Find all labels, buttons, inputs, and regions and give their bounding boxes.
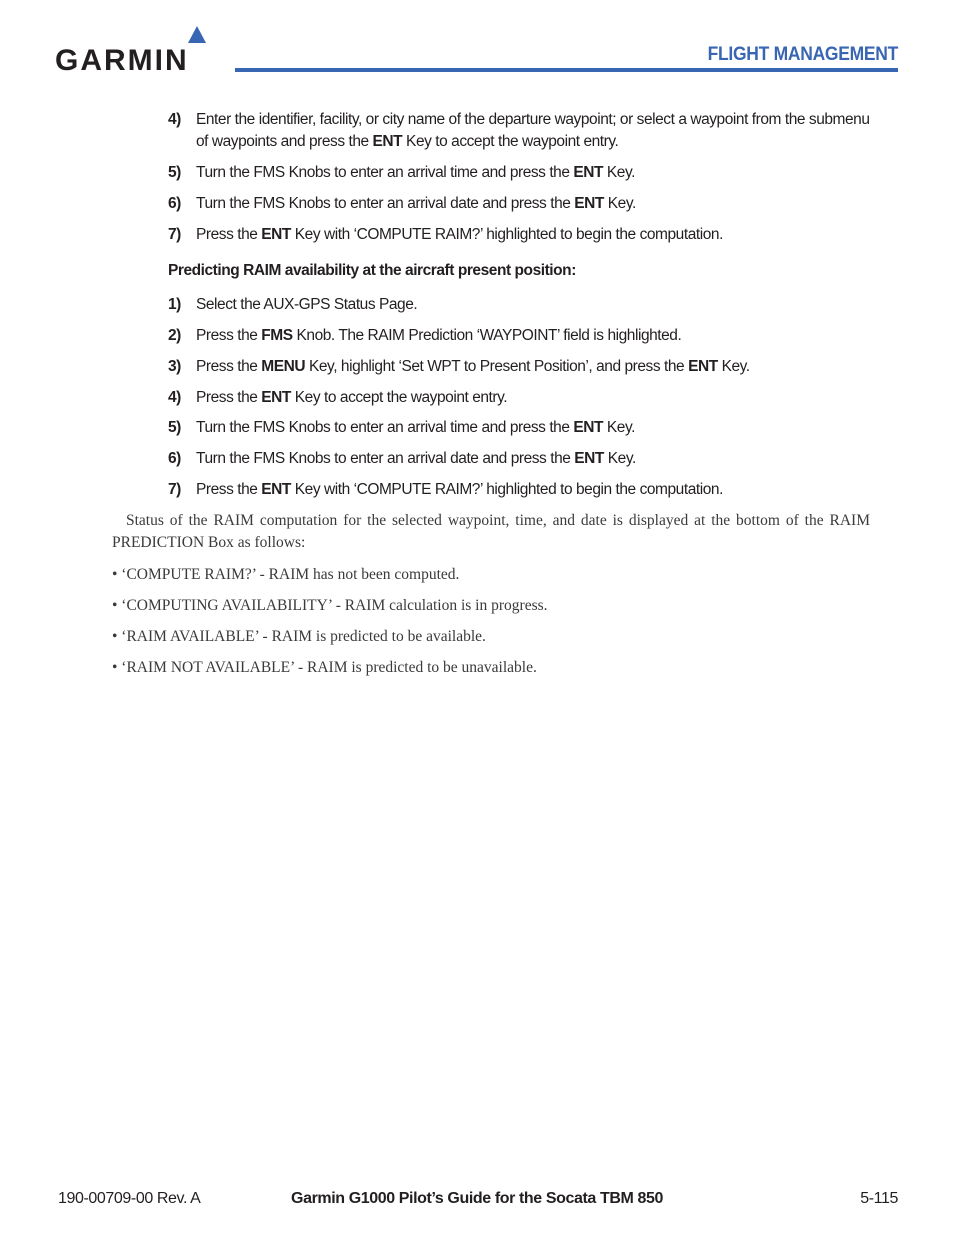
step-number: 7)	[168, 226, 181, 243]
step-number: 5)	[168, 419, 181, 436]
garmin-logo-text: GARMIN	[55, 44, 189, 76]
garmin-triangle-icon	[188, 26, 206, 43]
bullet-item: • ‘COMPUTE RAIM?’ - RAIM has not been computed.	[112, 566, 460, 583]
status-paragraph: Status of the RAIM computation for the selected waypoint, time, and date is displayed at the bottom of the RAIM PREDICTION Box as follows:	[112, 512, 870, 551]
step-number: 2)	[168, 327, 181, 344]
step-number: 7)	[168, 481, 181, 498]
subheading: Predicting RAIM availability at the aircraft present position:	[168, 262, 576, 279]
step-number: 1)	[168, 296, 181, 313]
bullet-item: • ‘RAIM NOT AVAILABLE’ - RAIM is predicted to be unavailable.	[112, 659, 537, 676]
step-b-1	[168, 294, 872, 316]
step-text: Press the ENT Key to accept the waypoint entry.	[196, 389, 508, 406]
step-text: Turn the FMS Knobs to enter an arrival date and press the ENT Key.	[196, 450, 636, 467]
step-number: 4)	[168, 389, 181, 406]
step-b-7	[168, 479, 872, 501]
bullet-item: • ‘RAIM AVAILABLE’ - RAIM is predicted to be available.	[112, 628, 486, 645]
garmin-logo-graphic	[55, 26, 220, 76]
step-number: 6)	[168, 450, 181, 467]
step-text: Press the FMS Knob. The RAIM Prediction ‘WAYPOINT’ field is highlighted.	[196, 327, 682, 344]
step-b-3	[168, 356, 872, 378]
step-a-2	[168, 162, 872, 184]
step-number: 3)	[168, 358, 181, 375]
step-text: Select the AUX-GPS Status Page.	[196, 296, 418, 313]
bullet-item: • ‘COMPUTING AVAILABILITY’ - RAIM calculation is in progress.	[112, 597, 548, 614]
step-number: 4)	[168, 111, 181, 128]
step-text: Turn the FMS Knobs to enter an arrival time and press the ENT Key.	[196, 419, 635, 436]
step-text: Press the ENT Key with ‘COMPUTE RAIM?’ highlighted to begin the computation.	[196, 481, 723, 498]
step-text: Enter the identifier, facility, or city name of the departure waypoint; or select a waypoint from the submenu of waypoints and press the ENT Key to accept the waypoint entry.	[196, 111, 870, 150]
step-number: 6)	[168, 195, 181, 212]
step-text: Turn the FMS Knobs to enter an arrival time and press the ENT Key.	[196, 164, 635, 181]
step-b-2	[168, 325, 872, 347]
step-a-1	[168, 109, 872, 153]
step-b-5	[168, 417, 872, 439]
footer-page-number: 5-115	[860, 1190, 898, 1207]
step-b-6	[168, 448, 872, 470]
step-text: Turn the FMS Knobs to enter an arrival date and press the ENT Key.	[196, 195, 636, 212]
footer-guide-title: Garmin G1000 Pilot’s Guide for the Socata TBM 850	[291, 1190, 663, 1207]
step-text: Press the MENU Key, highlight ‘Set WPT to Present Position’, and press the ENT Key.	[196, 358, 750, 375]
garmin-logo	[55, 26, 220, 76]
step-a-4	[168, 224, 872, 246]
step-text: Press the ENT Key with ‘COMPUTE RAIM?’ highlighted to begin the computation.	[196, 226, 723, 243]
header-rule	[235, 68, 898, 72]
step-number: 5)	[168, 164, 181, 181]
section-title: FLIGHT MANAGEMENT	[707, 44, 898, 65]
step-b-4	[168, 387, 872, 409]
step-a-3	[168, 193, 872, 215]
footer-doc-number: 190-00709-00 Rev. A	[58, 1190, 201, 1207]
